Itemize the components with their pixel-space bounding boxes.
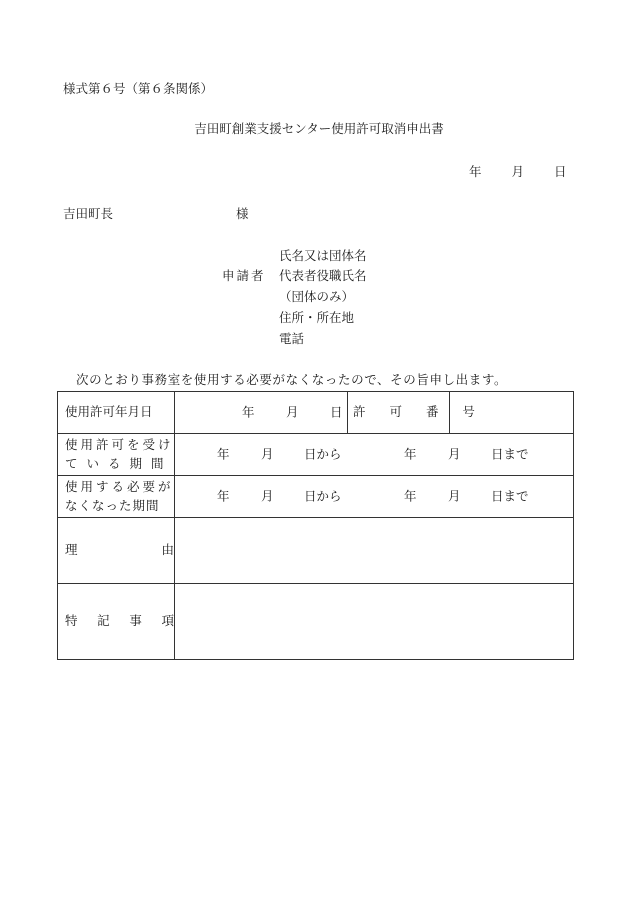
- form-number: 様式第６号（第６条関係）: [63, 81, 214, 96]
- permit-period-label-line2: ている期間: [65, 455, 173, 471]
- permit-end-year: 年: [404, 446, 417, 462]
- need-period-label-line1: 使用する必要が: [65, 478, 174, 494]
- permit-end-day: 日まで: [491, 446, 529, 462]
- date-month: 月: [511, 164, 525, 179]
- applicant-field-group-note: （団体のみ）: [279, 289, 355, 304]
- reason-value[interactable]: [175, 518, 574, 584]
- date-year: 年: [469, 164, 482, 179]
- permit-month: 月: [286, 404, 299, 420]
- notes-label-char4: 項: [161, 613, 174, 629]
- applicant-field-representative: 代表者役職氏名: [279, 268, 367, 283]
- permit-start-year: 年: [217, 446, 230, 462]
- row-permit-period: [58, 434, 574, 476]
- permit-number-label: 許 可 番 号: [348, 392, 450, 434]
- submission-date: [469, 166, 567, 179]
- need-start-month: 月: [261, 488, 274, 504]
- need-end-day: 日まで: [491, 488, 529, 504]
- applicant-field-phone: 電話: [279, 331, 305, 346]
- notes-label-char2: 記: [97, 613, 110, 629]
- need-period-value[interactable]: [175, 476, 574, 518]
- row-need-period: [58, 476, 574, 518]
- permit-start-day: 日から: [304, 446, 342, 462]
- notes-label: [58, 584, 175, 660]
- need-start-year: 年: [217, 488, 230, 504]
- need-start-day: 日から: [304, 488, 342, 504]
- need-end-month: 月: [448, 488, 461, 504]
- reason-label: [58, 518, 175, 584]
- row-notes: [58, 584, 574, 660]
- permit-date-value[interactable]: [175, 392, 348, 434]
- date-day: 日: [554, 164, 567, 179]
- row-reason: [58, 518, 574, 584]
- need-period-label: [58, 476, 175, 518]
- permit-period-value[interactable]: [175, 434, 574, 476]
- statement-text: 次のとおり事務室を使用する必要がなくなったので、その旨申し出ます。: [76, 372, 508, 387]
- permit-date-label: 使用許可年月日: [58, 392, 175, 434]
- need-period-label-line2: なくなった期間: [65, 497, 160, 513]
- document-title: 吉田町創業支援センター使用許可取消申出書: [194, 121, 444, 136]
- addressee-name: 吉田町長: [63, 206, 114, 221]
- permit-year: 年: [242, 404, 255, 420]
- permit-period-label-line1: 使用許可を受け: [65, 436, 174, 452]
- applicant-field-address: 住所・所在地: [279, 310, 355, 325]
- notes-label-char3: 事: [129, 613, 142, 629]
- reason-label-char2: 由: [161, 542, 174, 558]
- permit-day: 日: [330, 404, 343, 420]
- reason-label-char1: 理: [65, 542, 78, 558]
- need-end-year: 年: [404, 488, 417, 504]
- addressee-honorific: 様: [236, 206, 249, 221]
- applicant-label: 申請者: [222, 268, 266, 283]
- application-table: [57, 391, 574, 660]
- notes-label-char1: 特: [65, 613, 78, 629]
- applicant-field-name: 氏名又は団体名: [279, 248, 367, 263]
- permit-end-month: 月: [448, 446, 461, 462]
- permit-period-label: [58, 434, 175, 476]
- row-permit-date: [58, 392, 574, 434]
- notes-value[interactable]: [175, 584, 574, 660]
- permit-start-month: 月: [261, 446, 274, 462]
